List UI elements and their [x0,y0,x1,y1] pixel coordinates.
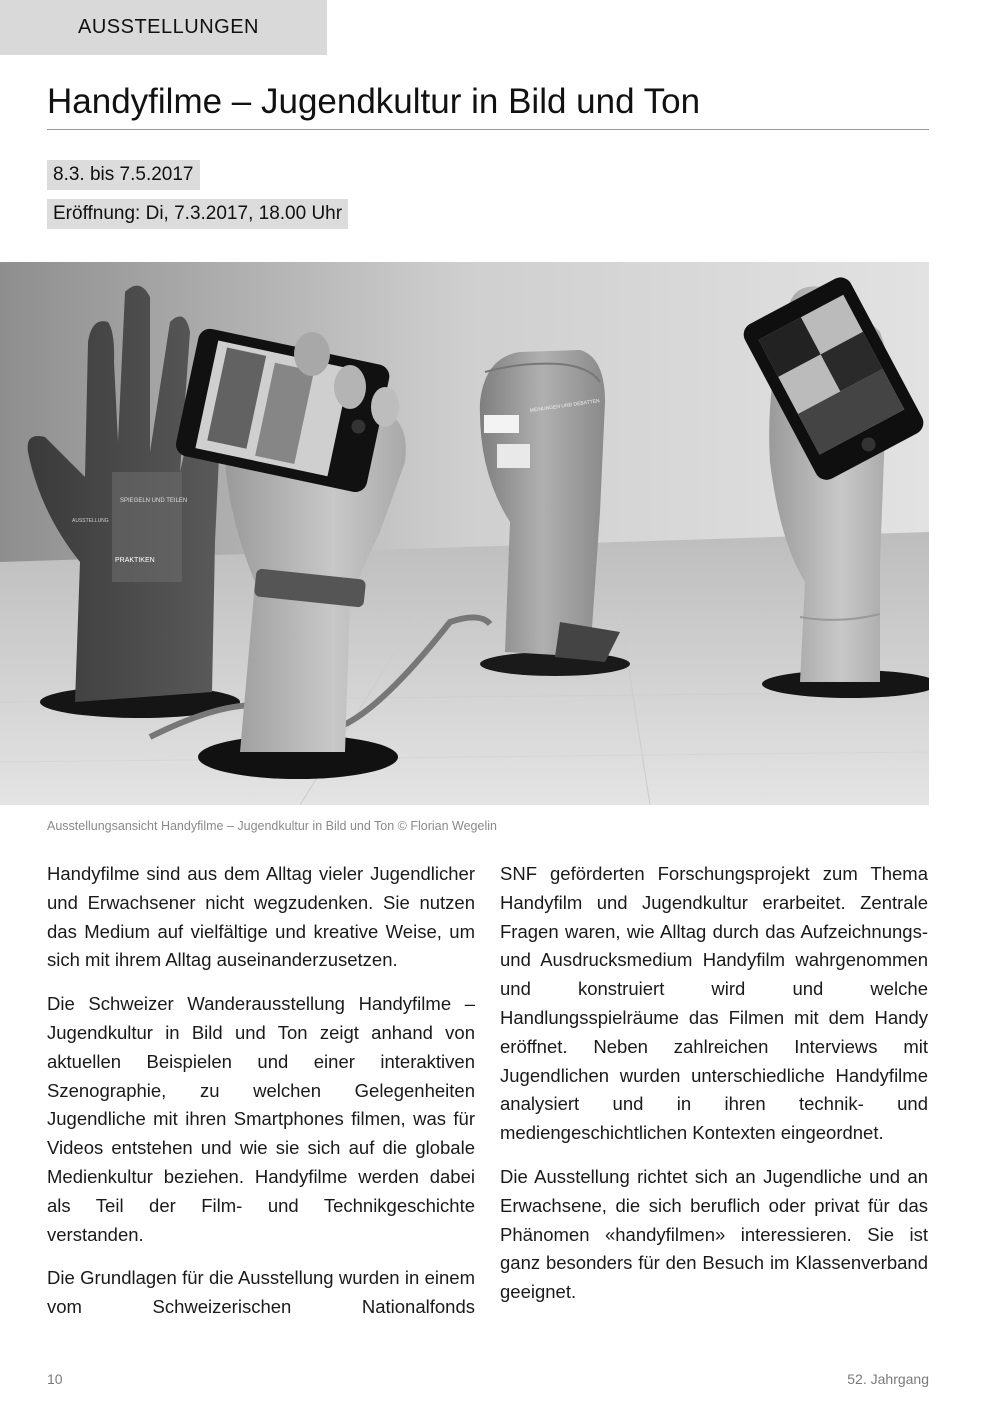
page-number: 10 [47,1371,63,1387]
page-title: Handyfilme – Jugendkultur in Bild und Ton [47,82,701,121]
image-caption: Ausstellungsansicht Handyfilme – Jugendkultur in Bild und Ton © Florian Wegelin [47,819,497,833]
exhibition-photo [0,262,929,805]
body-paragraph: Die Schweizer Wanderausstellung Handyfilme – Jugendkultur in Bild und Ton zeigt anhand von aktuellen Beispielen und einer interaktiven Szenographie, zu welchen Gelegenheiten Jugendliche mit ihren Smartphones filmen, was für Videos entstehen und wie sie sich auf die globale Medienkultur beziehen. Handyfilme werden dabei als Teil der Film- und Technikgeschichte verstanden. [47,993,475,1245]
body-column-right [500,860,928,1322]
section-tab [0,0,327,55]
title-divider [47,129,929,130]
body-paragraph: Die Ausstellung richtet sich an Jugendliche und an Erwachsene, die sich beruflich oder privat für das Phänomen «handyfilmen» interessieren. Sie ist ganz besonders für den Besuch im Klassenverband geeignet. [500,1165,928,1303]
exhibition-photo-illustration [0,262,929,805]
svg-text:PRAKTIKEN: PRAKTIKEN [115,557,155,564]
section-label: AUSSTELLUNGEN [78,16,259,38]
opening-badge: Eröffnung: Di, 7.3.2017, 18.00 Uhr [47,199,348,229]
body-paragraph: SNF geförderten Forschungsprojekt zum Thema Handyfilm und Jugendkultur erarbeitet. Zentrale Fragen waren, wie Alltag durch das Aufzeichnungs- und Ausdrucksmedium Handyfilm wahrgenommen und konstruiert wird und welche Handlungsspielräume das Filmen mit dem Handy eröffnet. Neben zahlreichen Interviews mit Jugendlichen wurden unterschiedliche Handyfilme analysiert und in ihren technik- und mediengeschichtlichen Kontexten eingeordnet. [500,863,928,1144]
body-paragraph: Handyfilme sind aus dem Alltag vieler Jugendlicher und Erwachsener nicht wegzudenken. Sie nutzen das Medium auf vielfältige und kreative Weise, um sich mit ihrem Alltag auseinanderzusetzen. [47,863,475,971]
body-column-left [47,860,475,1337]
svg-text:AUSSTELLUNG: AUSSTELLUNG [72,518,109,524]
body-paragraph: Die Grundlagen für die Ausstellung wurden in einem vom Schweizerischen Nationalfonds [47,1267,475,1318]
volume-label: 52. Jahrgang [847,1371,929,1387]
svg-text:SPIEGELN UND TEILEN: SPIEGELN UND TEILEN [120,498,188,504]
date-range-badge: 8.3. bis 7.5.2017 [47,160,200,190]
svg-text:MEINUNGEN UND DEBATTEN: MEINUNGEN UND DEBATTEN [529,398,601,414]
